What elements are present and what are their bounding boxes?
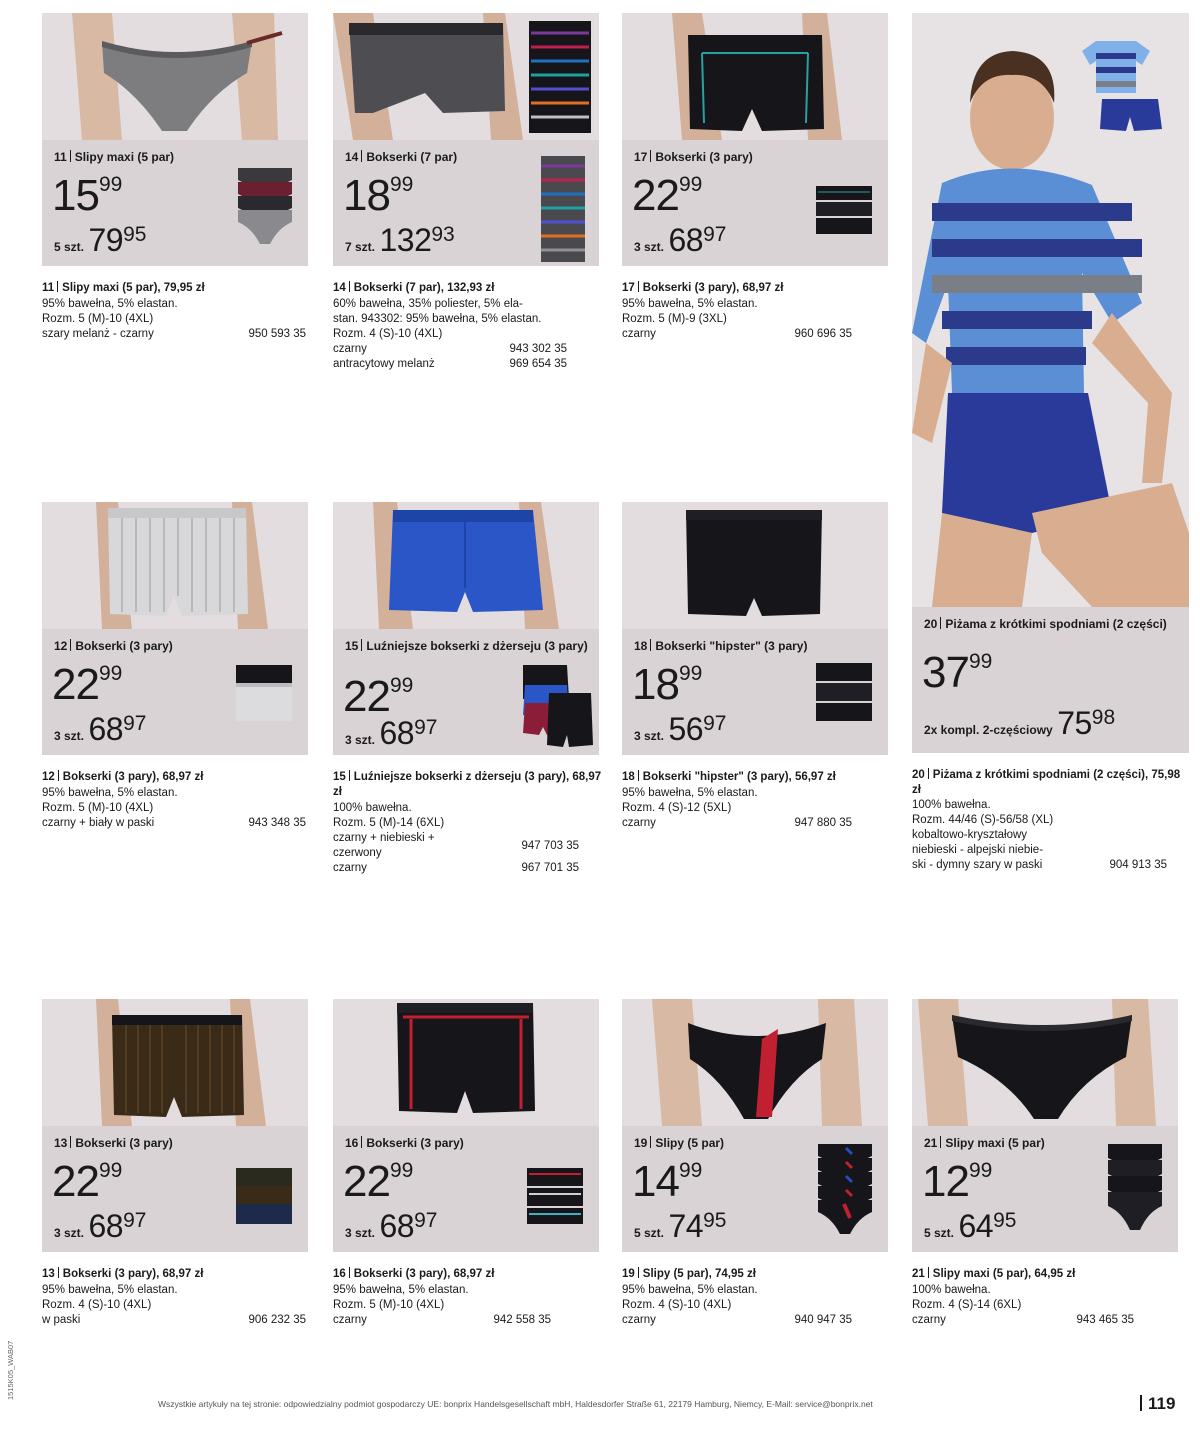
- price-box: [622, 1126, 888, 1252]
- variant-row: czarny + niebieski + czerwony 947 703 35: [333, 832, 579, 859]
- model-photo-pyjama: [912, 13, 1189, 607]
- model-photo-blue-boxers: [333, 502, 599, 629]
- variant-row: ski - dymny szary w paski 904 913 35: [912, 859, 1167, 871]
- product-photo: [622, 999, 888, 1126]
- briefs-pack-icon: [236, 164, 294, 248]
- product-photo: [42, 502, 308, 629]
- unit-price: $18^{99}$: [343, 171, 414, 220]
- price-box: [42, 140, 308, 266]
- product-photo: [42, 13, 308, 140]
- model-photo-grey-boxers: [333, 13, 599, 140]
- product-title: 17 Bokserki (3 pary): [634, 150, 753, 164]
- product-details: 21 Slipy maxi (5 par), 64,95 zł 100% bawełna. Rozm. 4 (S)-14 (6XL) czarny 943 465 35: [912, 1267, 1182, 1328]
- product-photo: [622, 502, 888, 629]
- product-details: 19 Slipy (5 par), 74,95 zł 95% bawełna, 5% elastan. Rozm. 4 (S)-10 (4XL) czarny 940 947 35: [622, 1267, 892, 1328]
- unit-price: $18^{99}$: [632, 660, 703, 709]
- product-photo: [912, 999, 1178, 1126]
- catalog-code: 1515K05_WAB07: [6, 1340, 15, 1400]
- variant-row: czarny 947 880 35: [622, 817, 852, 829]
- variant-row: szary melanż - czarny 950 593 35: [42, 328, 306, 340]
- product-details: 16 Bokserki (3 pary), 68,97 zł 95% bawełna, 5% elastan. Rozm. 5 (M)-10 (4XL) czarny 942 558 35: [333, 1267, 603, 1328]
- variant-row: czarny 967 701 35: [333, 862, 579, 874]
- unit-price: $22^{99}$: [343, 1157, 414, 1206]
- legal-footer: Wszystkie artykuły na tej stronie: odpowiedzialny podmiot gospodarczy UE: bonprix Handelsgesellschaft mbH, Haldesdorfer Straße 61, 22179 Hamburg, Niemcy, E-Mail: service@bonprix.net: [158, 1399, 873, 1409]
- unit-price: $37^{99}$: [922, 648, 993, 697]
- model-photo-grey-briefs: [42, 13, 308, 140]
- product-details: 17 Bokserki (3 pary), 68,97 zł 95% bawełna, 5% elastan. Rozm. 5 (M)-9 (3XL) czarny 960 696 35: [622, 281, 892, 342]
- multi-price: 3 szt. 5697: [634, 711, 727, 747]
- product-photo: [42, 999, 308, 1126]
- boxers-pack-icon: [541, 156, 585, 262]
- variant-row: czarny 960 696 35: [622, 328, 852, 340]
- product-title: 14 Bokserki (7 par): [345, 150, 458, 164]
- briefs-pack-icon: [1106, 1142, 1164, 1232]
- multi-price: 3 szt. 6897: [54, 711, 147, 747]
- model-photo-brown-striped-boxers: [42, 999, 308, 1126]
- price-box: [333, 629, 599, 755]
- boxers-pack-icon: [814, 661, 874, 723]
- product-details: 12 Bokserki (3 pary), 68,97 zł 95% bawełna, 5% elastan. Rozm. 5 (M)-10 (4XL) czarny + biały w paski 943 348 35: [42, 770, 312, 831]
- variant-row: czarny 943 465 35: [912, 1314, 1134, 1326]
- price-box: [622, 629, 888, 755]
- variant-row: czarny + biały w paski 943 348 35: [42, 817, 306, 829]
- price-box: [42, 629, 308, 755]
- model-photo-black-boxers: [622, 13, 888, 140]
- product-photo: [912, 13, 1189, 607]
- product-photo: [622, 13, 888, 140]
- product-details: 13 Bokserki (3 pary), 68,97 zł 95% bawełna, 5% elastan. Rozm. 4 (S)-10 (4XL) w paski 906 232 35: [42, 1267, 312, 1328]
- product-details: 20 Piżama z krótkimi spodniami (2 części), 75,98 zł 100% bawełna. Rozm. 44/46 (S)-56/58 (XL) kobaltowo-kryształowy niebieski - alpejski niebie- ski - dymny szary w paski 904 913 35: [912, 768, 1189, 873]
- multi-price: 5 szt. 7995: [54, 222, 147, 258]
- product-details: 11 Slipy maxi (5 par), 79,95 zł 95% bawełna, 5% elastan. Rozm. 5 (M)-10 (4XL) szary melanż - czarny 950 593 35: [42, 281, 312, 342]
- product-title: 15 Luźniejsze bokserki z dżerseju (3 pary): [345, 639, 588, 653]
- unit-price: $22^{99}$: [52, 660, 123, 709]
- briefs-pack-icon: [816, 1142, 874, 1236]
- product-title: 19 Slipy (5 par): [634, 1136, 725, 1150]
- unit-price: $12^{99}$: [922, 1157, 993, 1206]
- unit-price: $22^{99}$: [343, 672, 414, 721]
- boxers-pack-icon: [234, 663, 294, 723]
- unit-price: $15^{99}$: [52, 171, 123, 220]
- product-title: 20 Piżama z krótkimi spodniami (2 części): [924, 617, 1167, 631]
- product-photo: [333, 502, 599, 629]
- model-photo-striped-boxers: [42, 502, 308, 629]
- product-photo: [333, 999, 599, 1126]
- unit-price: $22^{99}$: [632, 171, 703, 220]
- product-title: 11 Slipy maxi (5 par): [54, 150, 175, 164]
- multi-price: 5 szt. 7495: [634, 1208, 727, 1244]
- price-box: [622, 140, 888, 266]
- unit-price: $14^{99}$: [632, 1157, 703, 1206]
- variant-row: w paski 906 232 35: [42, 1314, 306, 1326]
- multi-price: 3 szt. 6897: [345, 715, 438, 751]
- multi-price: 3 szt. 6897: [54, 1208, 147, 1244]
- product-title: 16 Bokserki (3 pary): [345, 1136, 464, 1150]
- multi-price: 7 szt. 13293: [345, 222, 455, 258]
- product-title: 13 Bokserki (3 pary): [54, 1136, 173, 1150]
- model-photo-red-black-briefs: [622, 999, 888, 1126]
- price-box: [42, 1126, 308, 1252]
- product-details: 18 Bokserki "hipster" (3 pary), 56,97 zł 95% bawełna, 5% elastan. Rozm. 4 (S)-12 (5XL) czarny 947 880 35: [622, 770, 892, 831]
- multi-price: 3 szt. 6897: [634, 222, 727, 258]
- boxers-pack-icon: [525, 1166, 585, 1226]
- multi-price: 2x kompl. 2-częściowy 7598: [924, 705, 1116, 741]
- product-details: 15 Luźniejsze bokserki z dżerseju (3 pary), 68,97 zł 100% bawełna. Rozm. 5 (M)-14 (6XL) czarny + niebieski + czerwony 947 703 35 czarny 967 701 35: [333, 771, 602, 874]
- price-box: [912, 1126, 1178, 1252]
- unit-price: $22^{99}$: [52, 1157, 123, 1206]
- product-title: 18 Bokserki "hipster" (3 pary): [634, 639, 808, 653]
- price-box: [333, 1126, 599, 1252]
- variant-row: antracytowy melanż 969 654 35: [333, 358, 567, 370]
- boxers-pack-icon: [814, 184, 874, 236]
- multi-price: 5 szt. 6495: [924, 1208, 1017, 1244]
- price-box: [912, 607, 1189, 753]
- boxers-pack-icon: [521, 663, 593, 747]
- product-title: 21 Slipy maxi (5 par): [924, 1136, 1045, 1150]
- price-box: [333, 140, 599, 266]
- product-details: 14 Bokserki (7 par), 132,93 zł 60% bawełna, 35% poliester, 5% ela- stan. 943302: 95% bawełna, 5% elastan. Rozm. 4 (S)-10 (4XL) czarny 943 302 35 antracytowy melanż 969 654 35: [333, 281, 603, 372]
- model-photo-black-briefs: [912, 999, 1178, 1126]
- page-number: 119: [1140, 1394, 1175, 1414]
- variant-row: czarny 942 558 35: [333, 1314, 551, 1326]
- variant-row: czarny 943 302 35: [333, 343, 567, 355]
- multi-price: 3 szt. 6897: [345, 1208, 438, 1244]
- variant-row: czarny 940 947 35: [622, 1314, 852, 1326]
- model-photo-black-red-boxers: [333, 999, 599, 1126]
- product-photo: [333, 13, 599, 140]
- boxers-pack-icon: [234, 1166, 294, 1226]
- model-photo-hipster-boxers: [622, 502, 888, 629]
- product-title: 12 Bokserki (3 pary): [54, 639, 173, 653]
